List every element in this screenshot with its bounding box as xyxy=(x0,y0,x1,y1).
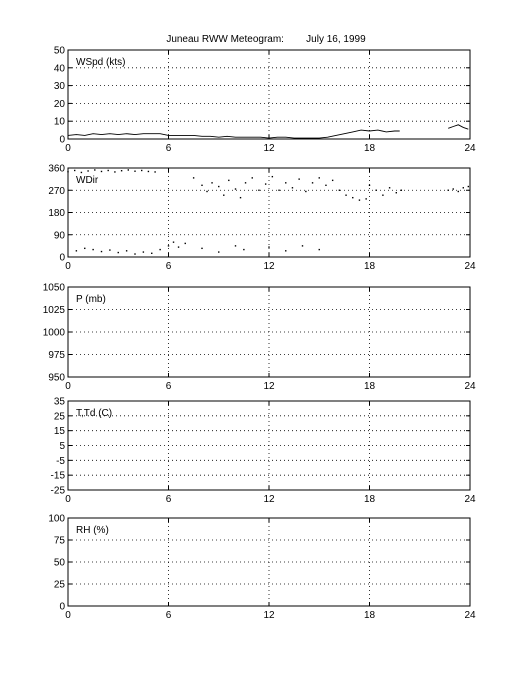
data-point xyxy=(369,185,370,186)
data-point xyxy=(74,170,75,171)
data-point xyxy=(201,248,202,249)
y-tick-label: 20 xyxy=(53,98,65,110)
data-point xyxy=(168,245,169,246)
data-point xyxy=(178,246,179,247)
figure-title: Juneau RWW Meteogram: July 16, 1999 xyxy=(166,34,366,45)
data-point xyxy=(118,252,119,253)
x-tick-label: 12 xyxy=(263,381,275,392)
data-point xyxy=(121,170,122,171)
y-tick-label: 270 xyxy=(48,185,65,197)
data-point xyxy=(218,186,219,187)
x-tick-label: 0 xyxy=(65,381,71,392)
data-point xyxy=(458,191,459,192)
y-tick-label: 50 xyxy=(53,45,65,57)
data-point xyxy=(109,249,110,250)
data-point xyxy=(272,176,273,177)
data-point xyxy=(245,182,246,183)
y-tick-label: 0 xyxy=(59,252,65,264)
x-tick-label: 24 xyxy=(464,494,476,505)
panel-label: RH (%) xyxy=(76,525,109,536)
data-point xyxy=(151,253,152,254)
data-point xyxy=(258,190,259,191)
data-point xyxy=(81,172,82,173)
data-point xyxy=(235,245,236,246)
data-point xyxy=(235,188,236,189)
data-point xyxy=(389,187,390,188)
data-point xyxy=(92,249,93,250)
data-point xyxy=(141,170,142,171)
data-point xyxy=(298,178,299,179)
data-point xyxy=(268,246,269,247)
data-point xyxy=(468,186,469,187)
x-tick-label: 12 xyxy=(263,143,275,154)
panel-1 xyxy=(48,164,476,273)
data-point xyxy=(126,250,127,251)
x-tick-label: 6 xyxy=(165,494,172,505)
x-tick-label: 12 xyxy=(263,494,275,505)
data-point xyxy=(87,170,88,171)
y-tick-label: 180 xyxy=(48,208,65,219)
y-tick-label: 360 xyxy=(48,163,65,175)
data-point xyxy=(359,199,360,200)
data-point xyxy=(292,187,293,188)
data-point xyxy=(376,190,377,191)
data-point xyxy=(345,194,346,195)
data-point xyxy=(332,180,333,181)
y-tick-label: 0 xyxy=(59,601,65,613)
x-tick-label: 0 xyxy=(65,143,71,154)
x-tick-label: 6 xyxy=(165,610,172,621)
x-tick-label: 12 xyxy=(263,261,275,272)
data-point xyxy=(243,249,244,250)
data-point xyxy=(453,188,454,189)
y-tick-label: 50 xyxy=(53,557,65,569)
data-point xyxy=(319,177,320,178)
data-point xyxy=(401,190,402,191)
y-tick-label: 1050 xyxy=(42,282,65,294)
data-point xyxy=(185,243,186,244)
data-point xyxy=(463,187,464,188)
y-tick-label: 35 xyxy=(53,396,65,408)
data-point xyxy=(201,185,202,186)
data-point xyxy=(325,185,326,186)
data-point xyxy=(114,171,115,172)
x-tick-label: 18 xyxy=(363,261,376,272)
data-point xyxy=(143,251,144,252)
y-tick-label: 25 xyxy=(53,579,65,591)
data-point xyxy=(339,190,340,191)
x-tick-label: 18 xyxy=(363,143,376,154)
x-tick-label: 18 xyxy=(363,381,376,392)
y-tick-label: 975 xyxy=(48,350,65,361)
y-tick-label: 90 xyxy=(53,230,65,242)
data-point xyxy=(101,251,102,252)
data-point xyxy=(67,171,68,172)
x-tick-label: 18 xyxy=(363,610,376,621)
data-point xyxy=(84,248,85,249)
y-tick-label: 75 xyxy=(53,535,65,547)
data-point xyxy=(218,251,219,252)
data-point xyxy=(128,169,129,170)
data-point xyxy=(285,250,286,251)
data-point xyxy=(352,197,353,198)
x-tick-label: 0 xyxy=(65,261,71,272)
data-point xyxy=(154,171,155,172)
y-tick-label: 25 xyxy=(53,411,65,423)
data-point xyxy=(382,194,383,195)
x-tick-label: 6 xyxy=(165,381,172,392)
panel-0 xyxy=(54,46,476,155)
data-point xyxy=(206,191,207,192)
panel-label: T,Td (C) xyxy=(76,408,113,419)
data-point xyxy=(134,253,135,254)
panel-label: P (mb) xyxy=(76,294,106,305)
y-tick-label: -25 xyxy=(50,485,65,497)
panel-2 xyxy=(43,283,476,393)
data-point xyxy=(448,190,449,191)
data-point xyxy=(159,249,160,250)
data-point xyxy=(223,194,224,195)
y-tick-label: 10 xyxy=(53,116,65,128)
x-tick-label: 0 xyxy=(65,494,71,505)
y-tick-label: 1025 xyxy=(42,305,65,316)
data-point xyxy=(228,180,229,181)
data-point xyxy=(278,190,279,191)
y-tick-label: -5 xyxy=(56,455,65,467)
data-point xyxy=(76,250,77,251)
y-tick-label: 100 xyxy=(48,513,65,525)
data-point xyxy=(365,198,366,199)
y-tick-label: -15 xyxy=(50,470,65,482)
data-point xyxy=(252,177,253,178)
y-tick-label: 15 xyxy=(53,426,65,438)
data-point xyxy=(94,169,95,170)
data-point xyxy=(396,192,397,193)
x-tick-label: 24 xyxy=(464,143,476,154)
data-point xyxy=(305,191,306,192)
y-tick-label: 950 xyxy=(48,372,65,384)
y-tick-label: 0 xyxy=(59,134,65,146)
x-tick-label: 24 xyxy=(464,381,476,392)
panel-label: WSpd (kts) xyxy=(76,57,126,68)
data-point xyxy=(265,183,266,184)
data-point xyxy=(240,197,241,198)
data-point xyxy=(134,171,135,172)
series-line xyxy=(68,125,468,138)
y-tick-label: 1000 xyxy=(42,327,65,339)
x-tick-label: 18 xyxy=(363,494,376,505)
y-tick-label: 40 xyxy=(53,63,65,75)
data-point xyxy=(108,170,109,171)
x-tick-label: 0 xyxy=(65,610,71,621)
x-tick-label: 6 xyxy=(165,261,172,272)
panel-3 xyxy=(51,397,476,506)
data-point xyxy=(193,177,194,178)
panel-label: WDir xyxy=(76,175,99,186)
data-point xyxy=(101,171,102,172)
x-tick-label: 24 xyxy=(464,610,476,621)
x-tick-label: 6 xyxy=(165,143,172,154)
data-point xyxy=(148,171,149,172)
data-point xyxy=(312,182,313,183)
y-tick-label: 30 xyxy=(53,81,65,93)
data-point xyxy=(173,241,174,242)
x-tick-label: 24 xyxy=(464,261,476,272)
x-tick-label: 12 xyxy=(263,610,275,621)
y-tick-label: 5 xyxy=(59,441,65,452)
panel-4 xyxy=(48,514,476,622)
data-point xyxy=(302,245,303,246)
data-point xyxy=(319,249,320,250)
data-point xyxy=(285,182,286,183)
data-point xyxy=(211,182,212,183)
